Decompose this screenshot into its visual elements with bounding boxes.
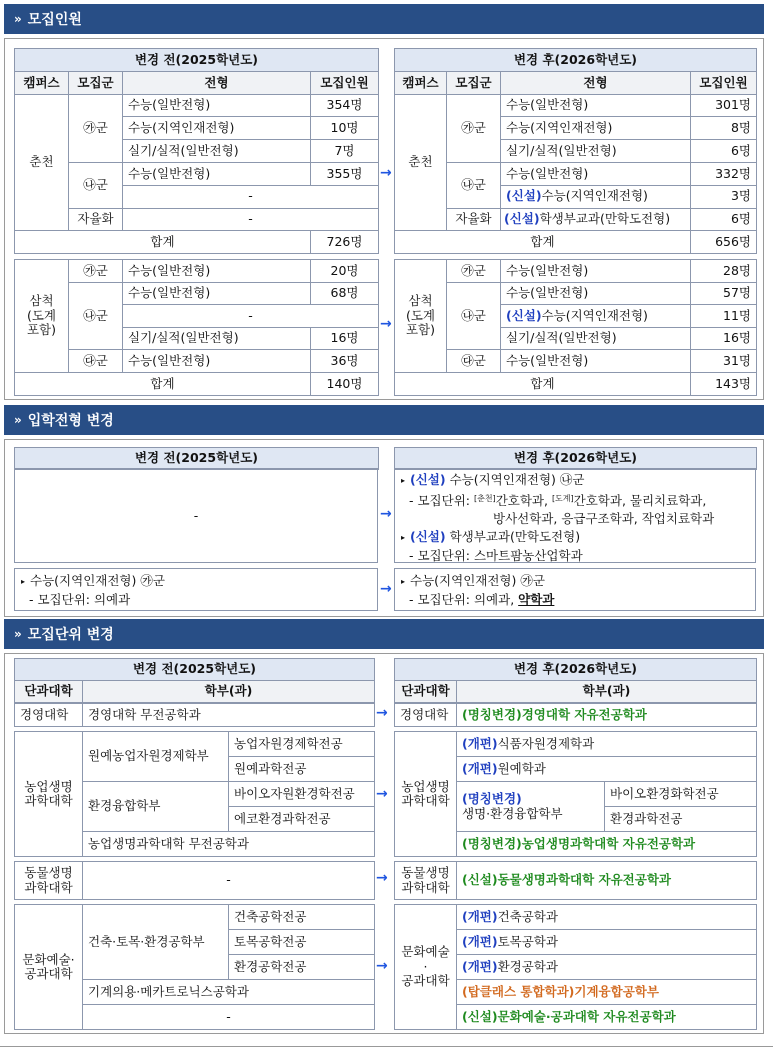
- empty-cell: -: [82, 1004, 375, 1030]
- track-cell: 수능(일반전형): [122, 259, 311, 283]
- major-cell: 환경과학전공: [604, 806, 757, 832]
- right-arrow-icon: →: [380, 316, 392, 332]
- school-cell: 원예농업자원경제학부: [82, 731, 229, 782]
- track-cell: 수능(일반전형): [122, 94, 311, 118]
- table-title: 변경 전(2025학년도): [14, 447, 379, 470]
- track-cell: 수능(일반전형): [500, 282, 691, 306]
- col-header: 학부(과): [82, 680, 375, 703]
- units-biz-after: [394, 703, 756, 726]
- double-chevron-icon: »: [14, 413, 20, 427]
- group-cell: ㉰군: [446, 349, 501, 373]
- right-arrow-icon: →: [380, 165, 392, 181]
- college-line: 과학대학: [24, 793, 73, 808]
- reform-tag: (개편): [462, 958, 498, 974]
- chuncheon-before-table: [14, 48, 378, 253]
- college-line: 공과대학: [24, 966, 73, 981]
- college-cell: [14, 861, 83, 900]
- track-cell: 실기/실적(일반전형): [122, 139, 311, 163]
- sub-item: [401, 490, 749, 510]
- major-cell: 건축공학전공: [228, 904, 375, 930]
- col-header: 캠퍼스: [14, 71, 69, 95]
- dept-text: 문화예술·공과대학 자유전공학과: [497, 1008, 676, 1024]
- group-cell: ㉯군: [68, 162, 123, 209]
- college-line: 과학대학: [401, 793, 450, 808]
- track-text: 수능(지역인재전형): [541, 307, 648, 323]
- reform-tag: (개편): [462, 908, 498, 924]
- list-item: [21, 572, 371, 591]
- group-cell: 자율화: [446, 208, 501, 232]
- col-header: 전형: [500, 71, 691, 95]
- total-label: 합계: [394, 230, 691, 254]
- double-chevron-icon: »: [14, 627, 20, 641]
- track-cell: 수능(일반전형): [122, 282, 311, 306]
- college-line: 농업생명: [24, 778, 73, 794]
- col-header: 모집군: [446, 71, 501, 95]
- group-cell: ㉮군: [68, 94, 123, 163]
- track-cell: 실기/실적(일반전형): [500, 139, 691, 163]
- track-text: 학생부교과(만학도전형): [539, 211, 671, 227]
- table-title: 변경 후(2026학년도): [394, 658, 757, 681]
- track-cell: 수능(일반전형): [500, 349, 691, 373]
- campus-sup: [도계]: [551, 494, 574, 503]
- item-text: 수능(지역인재전형) ㉯군: [445, 472, 585, 487]
- track-cell: 실기/실적(일반전형): [500, 327, 691, 351]
- new-tag: (신설): [506, 188, 542, 204]
- dept-cell: [456, 703, 757, 727]
- right-arrow-icon: →: [376, 786, 388, 802]
- count-cell: 355명: [310, 162, 379, 186]
- campus-sup: [춘천]: [473, 494, 496, 503]
- count-cell: 7명: [310, 139, 379, 163]
- college-line: 동물생명: [401, 865, 450, 881]
- right-arrow-icon: →: [380, 506, 392, 522]
- units-agri-before: [14, 731, 374, 856]
- major-cell: 바이오환경화학전공: [604, 781, 757, 807]
- empty-cell: -: [122, 208, 379, 232]
- right-arrow-icon: →: [376, 870, 388, 886]
- dept-text: 환경공학과: [497, 958, 558, 974]
- college-cell: [394, 904, 457, 1030]
- count-cell: 354명: [310, 94, 379, 118]
- college-cell: [394, 731, 457, 857]
- triangle-bullet-icon: ▸: [401, 533, 406, 542]
- major-cell: 토목공학전공: [228, 929, 375, 955]
- units-animal-before: [14, 861, 374, 899]
- units-agri-after: [394, 731, 756, 856]
- admission-before-row2: [14, 568, 378, 611]
- count-cell: 20명: [310, 259, 379, 283]
- dept-cell: [456, 831, 757, 857]
- major-cell: 원예과학전공: [228, 756, 375, 782]
- dept-text: 간호학과,: [495, 493, 552, 508]
- group-cell: ㉯군: [68, 282, 123, 351]
- major-cell: 농업자원경제학전공: [228, 731, 375, 757]
- track-cell-new: [500, 304, 691, 328]
- admission-before-row1: [14, 468, 378, 563]
- total-value: 143명: [690, 372, 757, 396]
- sub-item: 방사선학과, 응급구조학과, 작업치료학과: [493, 511, 715, 526]
- track-cell: 수능(일반전형): [122, 349, 311, 373]
- group-cell: ㉯군: [446, 282, 501, 351]
- track-cell: 수능(일반전형): [500, 162, 691, 186]
- count-cell: 28명: [690, 259, 757, 283]
- total-label: 합계: [394, 372, 691, 396]
- track-cell: 수능(일반전형): [500, 259, 691, 283]
- col-header: 모집군: [68, 71, 123, 95]
- campus-line: (도계: [26, 307, 57, 323]
- count-cell: 11명: [690, 304, 757, 328]
- triangle-bullet-icon: ▸: [401, 476, 406, 485]
- rename-tag: (명칭변경): [462, 791, 522, 807]
- campus-line: 포함): [405, 322, 436, 338]
- count-cell: 8명: [690, 116, 757, 140]
- count-cell: 57명: [690, 282, 757, 306]
- dept-cell: [456, 904, 757, 930]
- campus-cell: [394, 259, 447, 373]
- campus-line: 삼척: [29, 293, 54, 309]
- right-arrow-icon: →: [380, 581, 392, 597]
- total-label: 합계: [14, 230, 311, 254]
- college-cell: 경영대학: [394, 703, 457, 727]
- page-divider: [0, 1046, 773, 1047]
- empty-cell: -: [122, 185, 379, 209]
- col-header: 단과대학: [14, 680, 83, 703]
- units-after-header: [394, 658, 756, 702]
- track-text: 수능(지역인재전형): [541, 188, 648, 204]
- units-art-after: [394, 904, 756, 1029]
- sub-text: - 모집단위: 의예과,: [409, 592, 519, 607]
- col-header: 전형: [122, 71, 311, 95]
- campus-cell: 춘천: [394, 94, 447, 232]
- section-header-units: [4, 619, 764, 649]
- college-cell: [14, 731, 83, 857]
- new-tag: (신설): [462, 872, 498, 888]
- track-cell: 수능(일반전형): [500, 94, 691, 118]
- school-cell: 환경융합학부: [82, 781, 229, 832]
- total-value: 656명: [690, 230, 757, 254]
- campus-cell: [14, 259, 69, 373]
- units-animal-after: [394, 861, 756, 899]
- major-cell: 에코환경과학전공: [228, 806, 375, 832]
- list-item: [401, 528, 749, 547]
- group-cell: ㉯군: [446, 162, 501, 209]
- college-line: 문화예술·: [401, 944, 450, 974]
- item-text: 수능(지역인재전형) ㉮군: [30, 573, 165, 588]
- right-arrow-icon: →: [376, 958, 388, 974]
- table-title: 변경 전(2025학년도): [14, 48, 379, 72]
- col-header: 모집인원: [690, 71, 757, 95]
- school-cell: [456, 781, 605, 832]
- college-cell: 경영대학: [14, 703, 83, 727]
- admission-after-title: [394, 447, 756, 469]
- col-header: 학부(과): [456, 680, 757, 703]
- dept-cell: 기계의용·메카트로닉스공학과: [82, 979, 375, 1005]
- rename-tag: (명칭변경): [462, 706, 522, 722]
- college-cell: [14, 904, 83, 1030]
- dept-cell: [456, 731, 757, 757]
- dept-text: 건축공학과: [497, 908, 558, 924]
- new-tag: (신설): [410, 472, 446, 487]
- table-title: 변경 전(2025학년도): [14, 658, 375, 681]
- count-cell: 16명: [310, 327, 379, 351]
- group-cell: ㉮군: [68, 259, 123, 283]
- dept-cell: 경영대학 무전공학과: [82, 703, 375, 727]
- dept-cell: [456, 1004, 757, 1030]
- count-cell: 6명: [690, 139, 757, 163]
- dept-text: 식품자원경제학과: [497, 735, 595, 751]
- dept-highlight: 약학과: [518, 592, 555, 607]
- count-cell: 6명: [690, 208, 757, 232]
- dept-text: 농업생명과학대학 자유전공학과: [521, 835, 696, 851]
- college-line: 농업생명: [401, 778, 450, 794]
- samcheok-before-table: [14, 259, 378, 395]
- dept-cell: 농업생명과학대학 무전공학과: [82, 831, 375, 857]
- count-cell: 10명: [310, 116, 379, 140]
- new-tag: (신설): [504, 211, 540, 227]
- dept-text: 원예학과: [497, 760, 546, 776]
- section-title: 모집인원: [27, 12, 82, 28]
- admission-after-row2: [394, 568, 756, 611]
- sub-item: - 모집단위: 의예과: [29, 592, 131, 607]
- table-title: 변경 후(2026학년도): [394, 447, 757, 470]
- sub-item: [401, 591, 749, 609]
- triangle-bullet-icon: ▸: [21, 577, 26, 586]
- total-label: 합계: [14, 372, 311, 396]
- total-value: 726명: [310, 230, 379, 254]
- admission-before-title: [14, 447, 378, 469]
- track-cell: 수능(일반전형): [122, 162, 311, 186]
- college-line: 과학대학: [24, 879, 73, 895]
- campus-cell: 춘천: [14, 94, 69, 232]
- reform-tag: (개편): [462, 760, 498, 776]
- group-cell: ㉰군: [68, 349, 123, 373]
- units-biz-before: [14, 703, 374, 726]
- school-text: 생명·환경융합학부: [462, 805, 563, 821]
- new-tag: (신설): [410, 529, 446, 544]
- dept-cell: [456, 861, 757, 900]
- campus-line: (도계: [405, 307, 436, 323]
- empty-cell: -: [193, 507, 199, 523]
- dept-text: 토목공학과: [497, 933, 558, 949]
- dept-cell: [456, 929, 757, 955]
- sub-label: - 모집단위:: [409, 493, 474, 508]
- new-tag: (신설): [462, 1008, 498, 1024]
- dept-text: 경영대학 자유전공학과: [521, 706, 647, 722]
- count-cell: 332명: [690, 162, 757, 186]
- table-title: 변경 후(2026학년도): [394, 48, 757, 72]
- track-cell: 실기/실적(일반전형): [122, 327, 311, 351]
- section-title: 모집단위 변경: [27, 627, 114, 643]
- school-cell: 건축·토목·환경공학부: [82, 904, 229, 980]
- group-cell: 자율화: [68, 208, 123, 232]
- dept-text: 간호학과, 물리치료학과,: [573, 493, 707, 508]
- double-chevron-icon: »: [14, 12, 20, 26]
- item-text: 수능(지역인재전형) ㉮군: [410, 573, 545, 588]
- dept-text: 동물생명과학대학 자유전공학과: [497, 872, 671, 888]
- group-cell: ㉮군: [446, 94, 501, 163]
- total-value: 140명: [310, 372, 379, 396]
- track-cell: 수능(지역인재전형): [500, 116, 691, 140]
- list-item: [401, 572, 749, 591]
- empty-cell: -: [82, 861, 375, 900]
- section-header-admission: [4, 405, 764, 435]
- samcheok-after-table: [394, 259, 756, 395]
- track-cell: 수능(지역인재전형): [122, 116, 311, 140]
- empty-cell: -: [122, 304, 379, 328]
- triangle-bullet-icon: ▸: [401, 577, 406, 586]
- count-cell: 31명: [690, 349, 757, 373]
- admission-after-row1: [394, 468, 756, 563]
- major-cell: 환경공학전공: [228, 954, 375, 980]
- college-line: 과학대학: [401, 879, 450, 895]
- sub-item: - 모집단위: 스마트팜농산업학과: [409, 548, 583, 563]
- count-cell: 301명: [690, 94, 757, 118]
- col-header: 단과대학: [394, 680, 457, 703]
- campus-line: 포함): [26, 322, 57, 338]
- college-line: 동물생명: [24, 865, 73, 881]
- chuncheon-after-table: [394, 48, 756, 253]
- dept-cell: [456, 954, 757, 980]
- college-line: 공과대학: [401, 973, 450, 989]
- reform-tag: (개편): [462, 933, 498, 949]
- section-title: 입학전형 변경: [27, 413, 114, 429]
- col-header: 모집인원: [310, 71, 379, 95]
- new-tag: (신설): [506, 307, 542, 323]
- list-item: [401, 471, 749, 490]
- college-cell: [394, 861, 457, 900]
- count-cell: 16명: [690, 327, 757, 351]
- track-cell-new: [500, 185, 691, 209]
- campus-line: 삼척: [408, 293, 433, 309]
- dept-cell: [456, 979, 757, 1005]
- count-cell: 3명: [690, 185, 757, 209]
- major-cell: 바이오자원환경학전공: [228, 781, 375, 807]
- topclass-tag: (탑클래스 통합학과): [462, 983, 575, 999]
- count-cell: 36명: [310, 349, 379, 373]
- count-cell: 68명: [310, 282, 379, 306]
- dept-cell: [456, 756, 757, 782]
- dept-text: 기계융합공학부: [574, 983, 659, 999]
- group-cell: ㉮군: [446, 259, 501, 283]
- rename-tag: (명칭변경): [462, 835, 522, 851]
- right-arrow-icon: →: [376, 705, 388, 721]
- item-text: 학생부교과(만학도전형): [445, 529, 581, 544]
- college-line: 문화예술·: [22, 951, 75, 967]
- col-header: 캠퍼스: [394, 71, 447, 95]
- units-art-before: [14, 904, 374, 1029]
- section-header-recruit: [4, 4, 764, 34]
- units-before-header: [14, 658, 374, 702]
- reform-tag: (개편): [462, 735, 498, 751]
- track-cell-new: [500, 208, 691, 232]
